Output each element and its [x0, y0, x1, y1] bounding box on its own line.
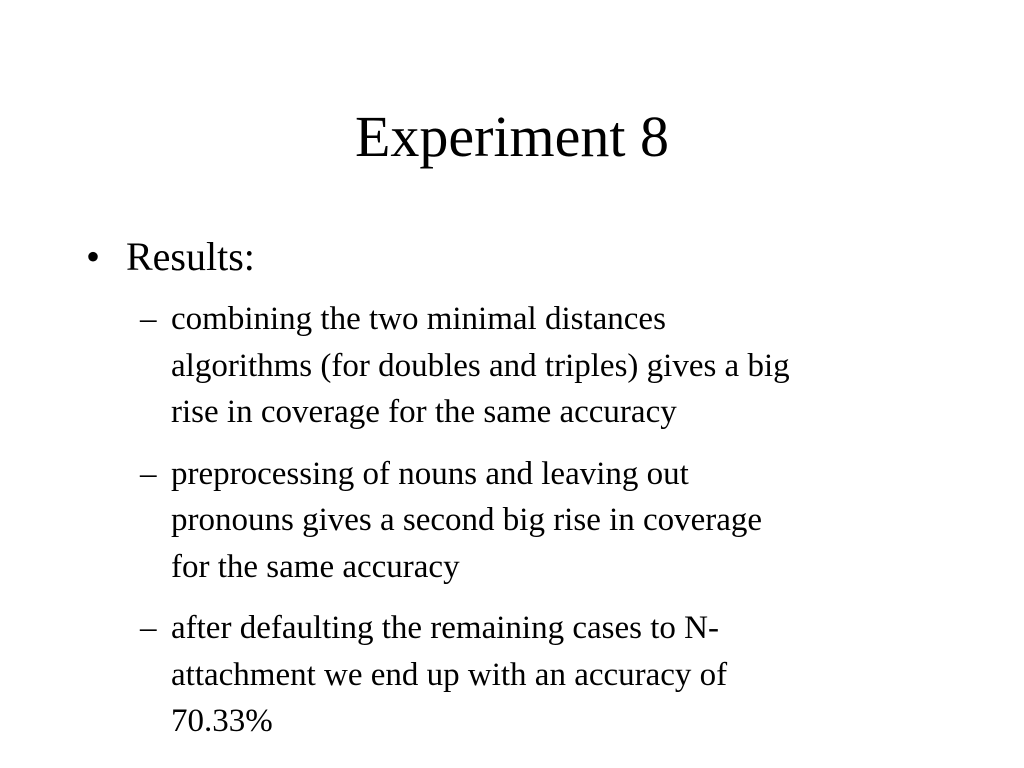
text-line: algorithms (for doubles and triples) gives a big — [171, 347, 790, 384]
dash-marker: – — [140, 610, 157, 646]
text-line: after defaulting the remaining cases to N- — [171, 610, 719, 646]
dash-marker: – — [140, 455, 157, 492]
sub-item-text — [171, 605, 960, 745]
sub-item-defaulting-cases — [140, 605, 960, 745]
sub-item-preprocessing-nouns — [140, 451, 960, 591]
bullet-marker: • — [86, 234, 101, 279]
text-line: rise in coverage for the same accuracy — [171, 394, 677, 430]
text-line: attachment we end up with an accuracy of — [171, 656, 728, 693]
dash-marker: – — [140, 301, 157, 337]
results-label: Results: — [126, 234, 255, 279]
results-bullet — [86, 230, 255, 284]
text-line: pronouns gives a second big rise in coverage — [171, 502, 763, 538]
text-line: preprocessing of nouns and leaving out — [171, 455, 689, 492]
results-sub-list — [140, 296, 960, 760]
slide-title: Experiment 8 — [354, 104, 670, 169]
sub-item-text — [171, 296, 960, 436]
text-line: 70.33% — [171, 703, 273, 739]
text-line: for the same accuracy — [171, 548, 460, 585]
sub-item-combining-algorithms — [140, 296, 960, 436]
text-line: combining the two minimal distances — [171, 301, 666, 337]
sub-item-text — [171, 451, 960, 591]
